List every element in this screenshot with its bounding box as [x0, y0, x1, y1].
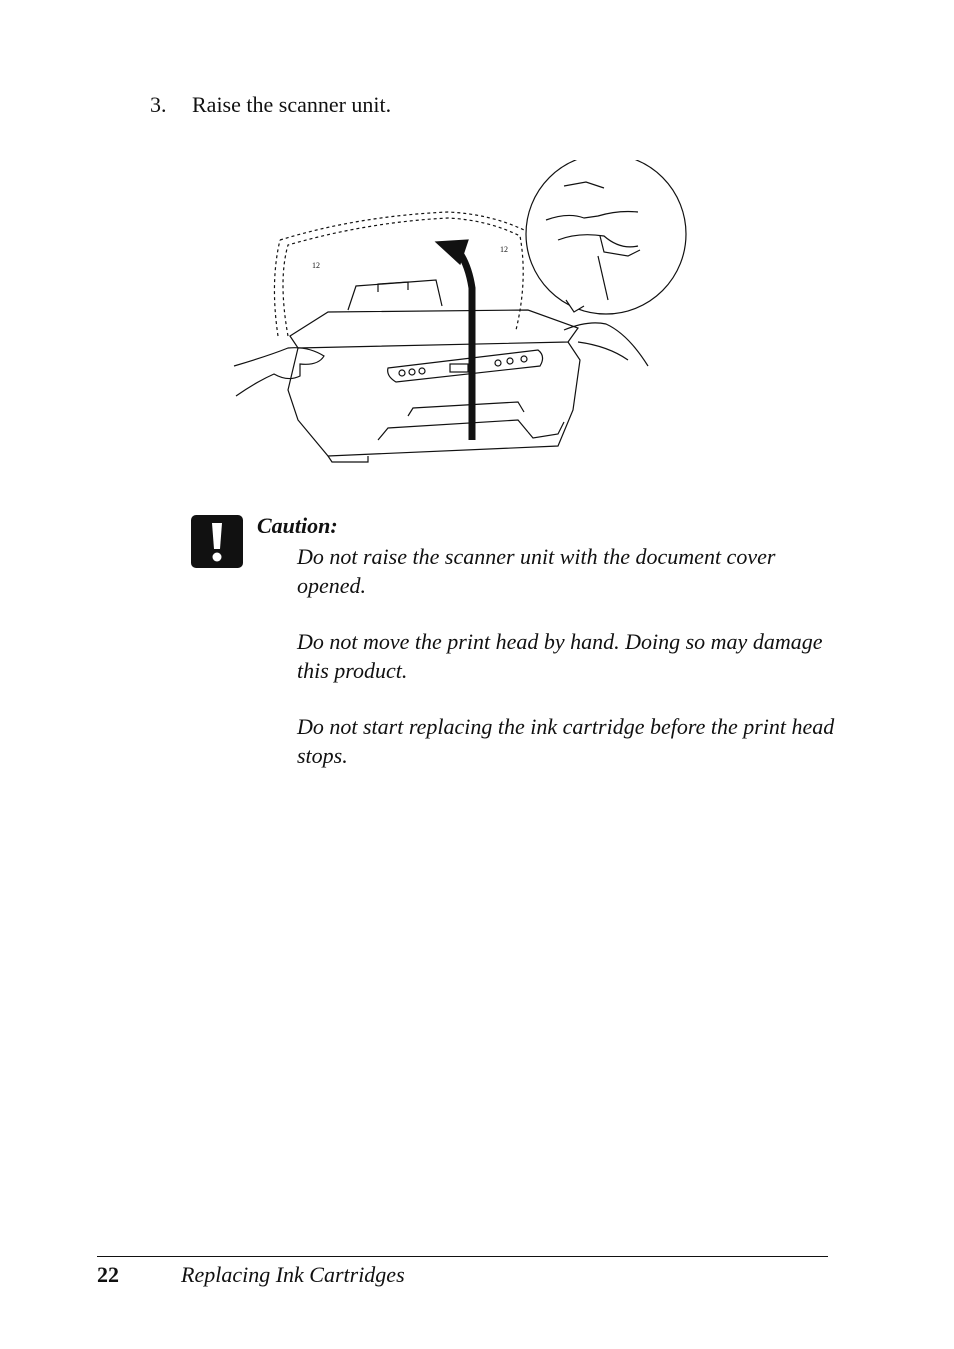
printer-scanner-raise-illustration	[228, 160, 698, 470]
svg-text:12: 12	[500, 245, 508, 254]
footer-section-title: Replacing Ink Cartridges	[181, 1262, 405, 1287]
step-text: Raise the scanner unit.	[192, 92, 392, 117]
footer-divider	[97, 1256, 828, 1257]
caution-title: Caution:	[257, 513, 338, 538]
caution-item-2: Do not move the print head by hand. Doing so may damage this product.	[297, 629, 823, 683]
caution-item-3: Do not start replacing the ink cartridge before the print head stops.	[297, 714, 835, 768]
printer-illustration	[228, 160, 698, 470]
exclamation-mark-icon	[191, 515, 243, 568]
caution-exclamation-icon	[191, 515, 243, 568]
caution-item-1: Do not raise the scanner unit with the document cover opened.	[297, 544, 776, 598]
caution-body	[297, 542, 837, 797]
svg-text:12: 12	[312, 261, 320, 270]
step-3	[150, 92, 391, 118]
step-number: 3.	[150, 92, 167, 117]
page-number: 22	[97, 1262, 119, 1287]
